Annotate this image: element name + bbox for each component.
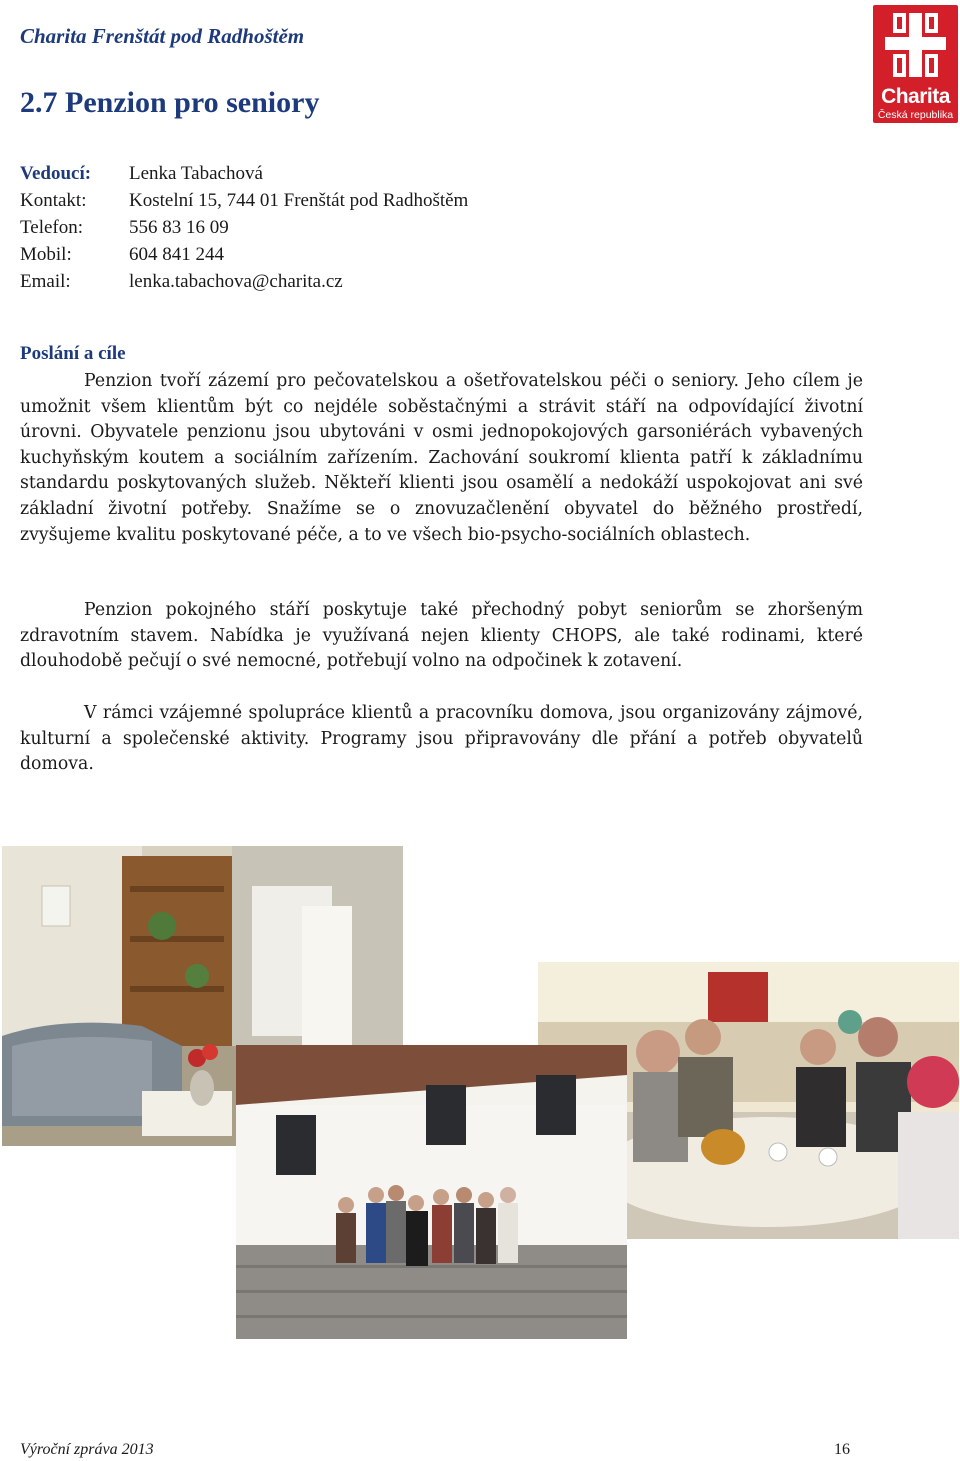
contact-row <box>20 214 468 241</box>
paragraph-mission <box>20 369 863 548</box>
contact-value: 604 841 244 <box>129 244 224 265</box>
contact-value: 556 83 16 09 <box>129 217 229 238</box>
mission-heading: Poslání a cíle <box>20 343 126 364</box>
page-title: 2.7 Penzion pro seniory <box>20 86 320 119</box>
contact-label: Vedoucí: <box>20 163 92 184</box>
charita-logo <box>873 5 958 123</box>
paragraph-activities <box>20 701 863 778</box>
paragraph-respite <box>20 598 863 675</box>
contact-row <box>20 268 468 295</box>
photo-group-outdoor <box>236 1045 627 1339</box>
contact-label: Telefon: <box>20 217 84 238</box>
contact-label: Kontakt: <box>20 190 87 211</box>
paragraph-text: Penzion pokojného stáří poskytuje také přechodný pobyt seniorům se zhoršeným zdravotním stavem. Nabídka je využívaná nejen klienty CHOPS, ale také rodinami, které dlouhodobě pečují o své nemocné, potřebují volno na odpočinek k zotavení. <box>20 600 863 672</box>
contact-row <box>20 187 468 214</box>
footer-page-number: 16 <box>834 1441 850 1458</box>
paragraph-text: Penzion tvoří zázemí pro pečovatelskou a ošetřovatelskou péči o seniory. Jeho cílem je umožnit všem klientům být co nejdéle soběstačnými a strávit stáří na odpovídající životní úrovni. Obyvatele penzionu jsou ubytováni v osmi jednopokojových garsoniérách vybavených kuchyňským koutem a sociálním zařízením. Zachování soukromí klienta patří k základnímu standardu poskytovaných služeb. Někteří klienti jsou osamělí a nedokáží uspokojovat ani své základní životní potřeby. Snažíme se o znovuzačlenění obyvatel do běžného prostředí, zvyšujeme kvalitu poskytované péče, a to ve všech bio-psycho-sociálních oblastech. <box>20 371 863 545</box>
footer-report-title: Výroční zpráva 2013 <box>20 1441 154 1458</box>
logo-name: Charita <box>881 85 950 108</box>
paragraph-text: V rámci vzájemné spolupráce klientů a pracovníku domova, jsou organizovány zájmové, kulturní a společenské aktivity. Programy jsou připravovány dle přání a potřeb obyvatelů domova. <box>20 703 863 775</box>
contact-block <box>20 160 468 295</box>
contact-value: Kostelní 15, 744 01 Frenštát pod Radhoštěm <box>129 190 469 211</box>
contact-row <box>20 160 468 187</box>
contact-label: Mobil: <box>20 244 72 265</box>
contact-label: Email: <box>20 271 71 292</box>
cross-icon <box>873 5 958 89</box>
organization-name: Charita Frenštát pod Radhoštěm <box>20 24 305 48</box>
contact-row <box>20 241 468 268</box>
email-link[interactable]: lenka.tabachova@charita.cz <box>129 271 343 292</box>
contact-value: Lenka Tabachová <box>129 163 263 184</box>
logo-subtitle: Česká republika <box>877 109 954 121</box>
